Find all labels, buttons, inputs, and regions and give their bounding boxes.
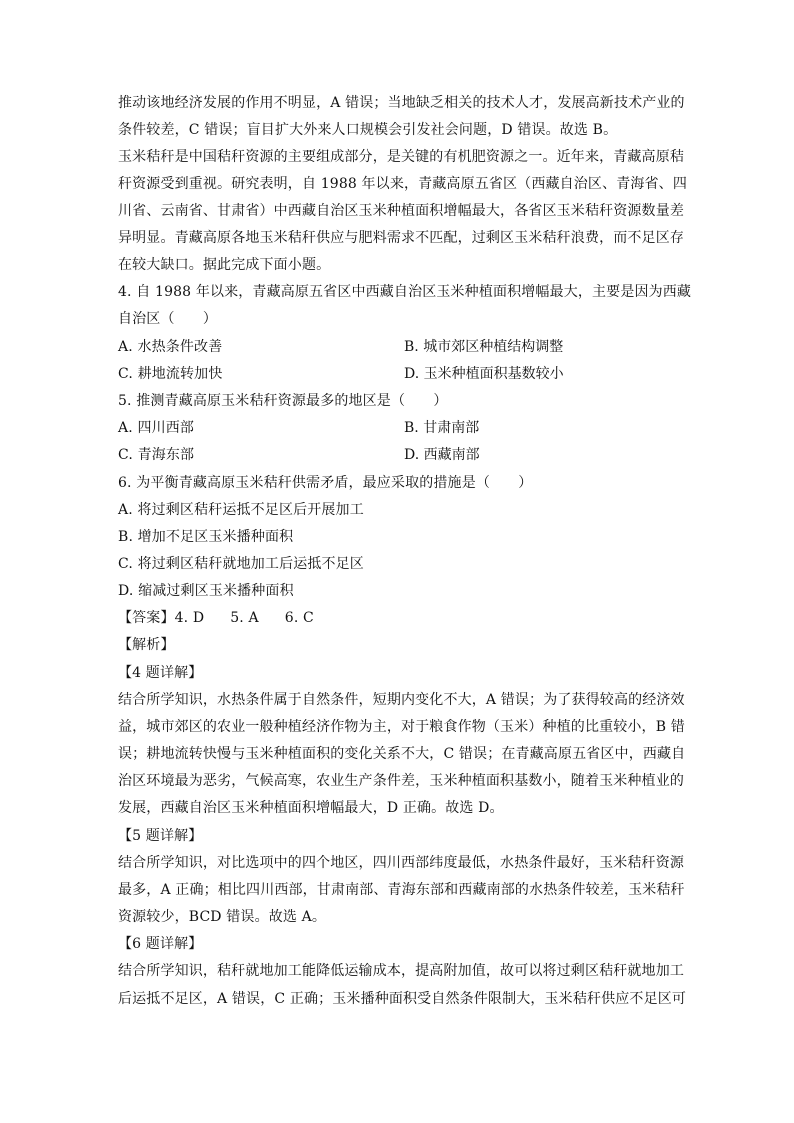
passage-line: 异明显。青藏高原各地玉米秸秆供应与肥料需求不匹配，过剩区玉米秸秆浪费，而不足区存 — [118, 230, 684, 246]
question-4-stem: 自治区（ ） — [118, 311, 218, 327]
detail-6-text: 结合所学知识，秸秆就地加工能降低运输成本，提高附加值，故可以将过剩区秸秆就地加工 — [118, 963, 684, 979]
q4-option-c: C. 耕地流转加快 — [118, 366, 223, 382]
detail-5-text: 结合所学知识，对比选项中的四个地区，四川西部纬度最低，水热条件最好，玉米秸秆资源 — [118, 855, 684, 871]
detail-4-text: 结合所学知识，水热条件属于自然条件，短期内变化不大，A 错误；为了获得较高的经济效 — [118, 692, 685, 708]
answer-line — [118, 609, 340, 627]
passage-line: 在较大缺口。据此完成下面小题。 — [118, 257, 331, 273]
q5-option-d: D. 西藏南部 — [404, 447, 480, 463]
detail-5-heading: 【5 题详解】 — [118, 828, 203, 844]
passage-line: 秆资源受到重视。研究表明，自 1988 年以来，青藏高原五省区（西藏自治区、青海省、四 — [118, 176, 687, 192]
q5-option-c: C. 青海东部 — [118, 447, 195, 463]
q5-option-b: B. 甘肃南部 — [404, 420, 480, 436]
q6-option-a: A. 将过剩区秸秆运抵不足区后开展加工 — [118, 502, 364, 518]
detail-4-heading: 【4 题详解】 — [118, 665, 203, 681]
detail-6-heading: 【6 题详解】 — [118, 936, 203, 952]
passage-line: 玉米秸秆是中国秸秆资源的主要组成部分，是关键的有机肥资源之一。近年来，青藏高原秸 — [118, 149, 684, 165]
q6-option-b: B. 增加不足区玉米播种面积 — [118, 529, 294, 545]
q5-option-a: A. 四川西部 — [118, 420, 195, 436]
detail-4-text: 发展，西藏自治区玉米种植面积增幅最大，D 正确。故选 D。 — [118, 800, 504, 816]
answer-6: 6. C — [284, 610, 314, 626]
text-line: 推动该地经济发展的作用不明显，A 错误；当地缺乏相关的技术人才，发展高新技术产业的 — [118, 95, 685, 111]
answer-5: 5. A — [230, 610, 259, 626]
text-line: 条件较差，C 错误；盲目扩大外来人口规模会引发社会问题，D 错误。故选 B。 — [118, 122, 618, 138]
q4-option-d: D. 玉米种植面积基数较小 — [404, 366, 564, 382]
answer-4: 【答案】4. D — [118, 610, 205, 626]
detail-5-text: 资源较少，BCD 错误。故选 A。 — [118, 909, 327, 925]
detail-4-text: 益，城市郊区的农业一般种植经济作物为主，对于粮食作物（玉米）种植的比重较小，B 错 — [118, 719, 685, 735]
detail-6-text: 后运抵不足区，A 错误，C 正确；玉米播种面积受自然条件限制大，玉米秸秆供应不足区可 — [118, 991, 687, 1007]
q4-option-a: A. 水热条件改善 — [118, 339, 223, 355]
q4-option-b: B. 城市郊区种植结构调整 — [404, 339, 564, 355]
detail-4-text: 误；耕地流转快慢与玉米种植面积的变化关系不大，C 错误；在青藏高原五省区中，西藏自 — [118, 746, 686, 762]
question-5-stem: 5. 推测青藏高原玉米秸秆资源最多的地区是（ ） — [118, 393, 448, 409]
question-6-stem: 6. 为平衡青藏高原玉米秸秆供需矛盾，最应采取的措施是（ ） — [118, 475, 533, 491]
passage-line: 川省、云南省、甘肃省）中西藏自治区玉米种植面积增幅最大，各省区玉米秸秆资源数量差 — [118, 203, 684, 219]
q6-option-d: D. 缩减过剩区玉米播种面积 — [118, 583, 294, 599]
detail-4-text: 治区环境最为恶劣，气候高寒，农业生产条件差，玉米种植面积基数小，随着玉米种植业的 — [118, 773, 684, 789]
detail-5-text: 最多，A 正确；相比四川西部，甘肃南部、青海东部和西藏南部的水热条件较差，玉米秸秆 — [118, 882, 685, 898]
question-4-stem: 4. 自 1988 年以来，青藏高原五省区中西藏自治区玉米种植面积增幅最大，主要是因为西藏 — [118, 284, 692, 300]
q6-option-c: C. 将过剩区秸秆就地加工后运抵不足区 — [118, 556, 364, 572]
analysis-heading: 【解析】 — [118, 637, 175, 653]
